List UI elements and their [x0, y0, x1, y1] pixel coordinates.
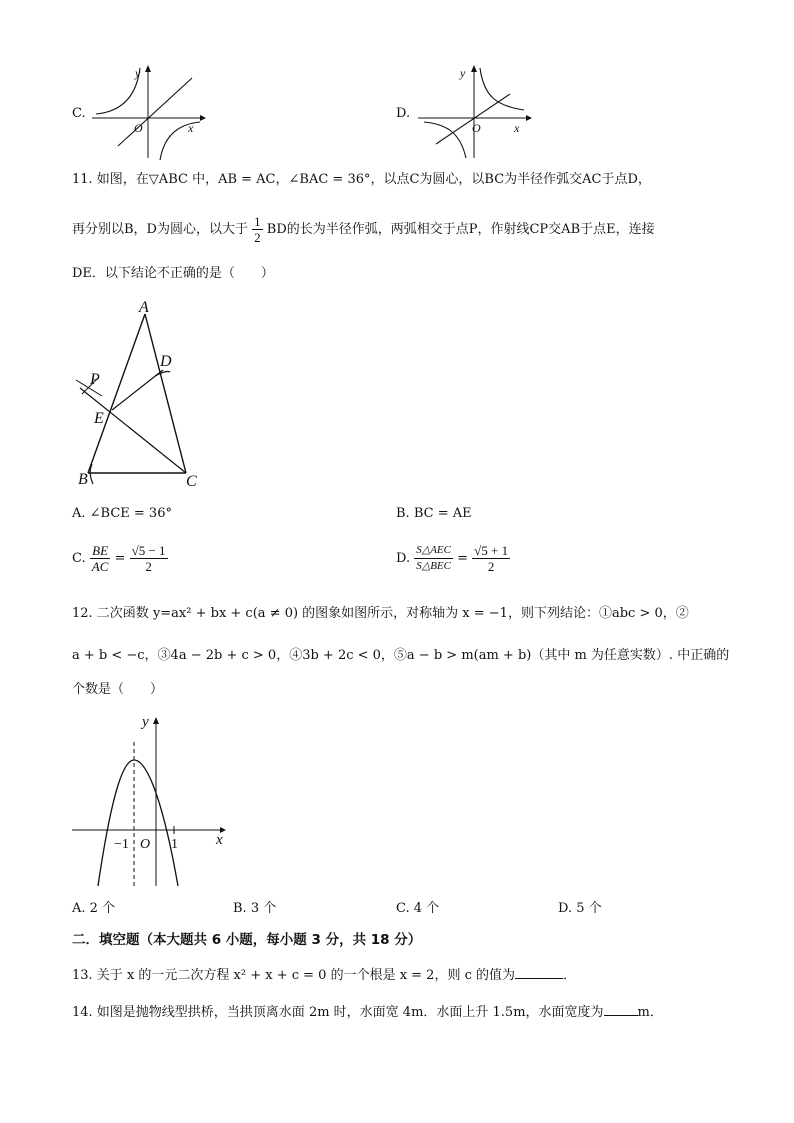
q12-line1: 12. 二次函数 y=ax² + bx + c(a ≠ 0) 的图象如图所示，对称轴为 x = −1，则下列结论：①abc > 0，②	[72, 606, 689, 621]
q11-line3: DE．以下结论不正确的是（ ）	[72, 266, 274, 281]
q11-frac-den: 2	[254, 230, 261, 245]
q14	[72, 1003, 663, 1023]
q13-text-end: ．	[563, 968, 577, 983]
q11-option-c-eq: =	[114, 551, 126, 566]
q12-tick-neg1: −1	[114, 837, 129, 852]
q11-line2-post: BD的长为半径作弧，两弧相交于点P，作射线CP交AB于点E，连接	[266, 222, 655, 237]
q11-option-c-lhs-den: AC	[91, 559, 109, 574]
q11-option-c-rhs-den: 2	[145, 559, 152, 574]
q11-option-c-label: C.	[72, 551, 86, 566]
q13-text: 13. 关于 x 的一元二次方程 x² + x + c = 0 的一个根是 x = 2，则 c 的值为	[72, 968, 516, 983]
q12-axis-x: x	[216, 832, 223, 848]
option-d-graph	[414, 62, 534, 162]
q11-option-c-rhs	[130, 543, 168, 574]
q11-option-d-lhs-den: S△BEC	[416, 560, 451, 572]
q11-option-d[interactable]	[396, 540, 510, 578]
q12-option-b[interactable]: B. 3 个	[233, 901, 277, 916]
q11-option-a[interactable]: A. ∠BCE = 36°	[72, 506, 172, 521]
d-axis-x: x	[514, 121, 520, 135]
q12-option-d[interactable]: D. 5 个	[558, 901, 602, 916]
q11-option-c-lhs-num: BE	[90, 543, 111, 559]
q11-option-b[interactable]: B. BC = AE	[396, 506, 472, 521]
q12-option-c[interactable]: C. 4 个	[396, 901, 440, 916]
d-origin: O	[472, 121, 481, 135]
q11-option-d-eq: =	[457, 551, 469, 566]
q11-option-d-label: D.	[396, 551, 411, 566]
q11-label-d: D	[160, 353, 172, 370]
q13	[72, 966, 576, 986]
c-origin: O	[134, 121, 143, 135]
q11-option-c-lhs	[90, 543, 111, 574]
d-axis-y: y	[460, 66, 466, 80]
q11-line2	[72, 214, 655, 245]
q11-label-a: A	[139, 299, 149, 316]
q11-option-d-lhs	[414, 543, 453, 574]
q11-label-p: P	[90, 371, 100, 388]
q12-origin: O	[140, 837, 151, 852]
c-axis-y: y	[135, 66, 141, 80]
q14-text-end: m．	[637, 1005, 663, 1020]
q11-option-c[interactable]	[72, 540, 168, 578]
q12-option-a[interactable]: A. 2 个	[72, 901, 116, 916]
q11-triangle-figure	[68, 292, 218, 494]
q11-line2-pre: 再分别以B，D为圆心，以大于	[72, 222, 248, 237]
q12-axis-y: y	[142, 714, 149, 730]
q11-option-c-rhs-num: √5 − 1	[131, 543, 166, 558]
q11-fraction	[252, 214, 263, 245]
option-c-label: C.	[72, 106, 86, 121]
q11-option-d-lhs-num: S△AEC	[414, 543, 453, 559]
option-c-graph	[88, 62, 208, 162]
q12-tick-1: 1	[171, 837, 178, 852]
q11-option-d-rhs-num: √5 + 1	[474, 543, 509, 558]
q11-option-d-rhs-den: 2	[487, 559, 495, 574]
q11-line1: 11. 如图，在▽ABC 中，AB = AC，∠BAC = 36°，以点C为圆心，以BC为半径作弧交AC于点D，	[72, 172, 651, 187]
q11-label-c: C	[186, 473, 197, 490]
q14-text: 14. 如图是抛物线型拱桥，当拱顶离水面 2m 时，水面宽 4m．水面上升 1.5m，水面宽度为	[72, 1005, 604, 1020]
q12-line2: a + b < −c，③4a − 2b + c > 0，④3b + 2c < 0，⑤a − b > m(am + b)（其中 m 为任意实数）. 中正确的	[72, 648, 730, 663]
q11-frac-num: 1	[254, 214, 261, 229]
q11-label-b: B	[78, 471, 88, 488]
section-heading: 二．填空题（本大题共 6 小题，每小题 3 分，共 18 分）	[72, 932, 422, 948]
q12-parabola-figure	[68, 708, 238, 892]
q12-line3: 个数是（ ）	[72, 682, 164, 697]
c-axis-x: x	[188, 121, 194, 135]
q11-option-d-rhs	[472, 543, 510, 574]
q11-label-e: E	[94, 410, 104, 427]
q14-answer-blank[interactable]	[604, 1003, 638, 1016]
q13-answer-blank[interactable]	[515, 966, 563, 979]
option-d-label: D.	[396, 106, 411, 121]
